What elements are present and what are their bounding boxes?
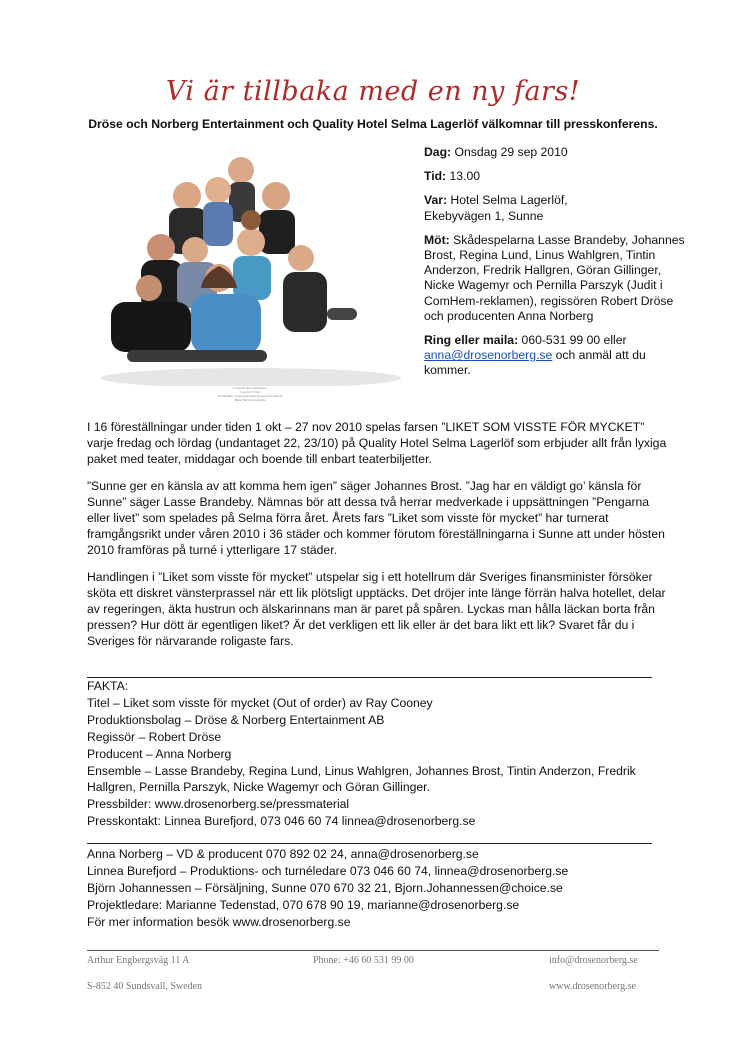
info-time-label: Tid: <box>424 169 447 184</box>
footer-website[interactable]: www.drosenorberg.se <box>549 981 636 992</box>
photo-caption <box>200 386 300 402</box>
info-venue-value: Hotel Selma Lagerlöf, <box>447 193 568 208</box>
info-date-value: Onsdag 29 sep 2010 <box>451 145 568 159</box>
fakta-line: Regissör – Robert Dröse <box>87 729 222 744</box>
divider <box>87 843 652 844</box>
fakta-line: Pressbilder: www.drosenorberg.se/pressmaterial <box>87 797 350 812</box>
fakta-line: Titel – Liket som visste för mycket (Out of order) av Ray Cooney <box>87 695 433 710</box>
info-contact <box>424 333 694 379</box>
caption-line: Foto för fri bild <box>240 390 260 394</box>
fakta-line: Producent – Anna Norberg <box>87 746 232 761</box>
fakta-heading: FAKTA: <box>87 679 129 693</box>
caption-line: Pressbilder: www.drosenorberg.se/pressmaterial <box>217 394 283 398</box>
body-paragraph: I 16 föreställningar under tiden 1 okt – 27 nov 2010 spelas farsen ”LIKET SOM VISSTE FÖR MYCKET” varje fredag och lördag (undantaget 22, 23/10) på Quality Hotel Selma Lagerlöf som erbjuder allt från lyxiga paket med teater, middagar och boende till enbart teaterbiljetter. <box>87 420 667 467</box>
info-time <box>424 169 694 184</box>
info-meet <box>424 233 694 324</box>
article-body <box>87 419 667 660</box>
info-venue <box>424 193 694 223</box>
contact-line: Projektledare: Marianne Tedenstad, 070 678 90 19, marianne@drosenorberg.se <box>87 897 520 912</box>
footer-address-line-2: S-852 40 Sundsvall, Sweden <box>87 981 202 992</box>
contact-line: För mer information besök www.drosenorberg.se <box>87 914 351 929</box>
fakta-line: Presskontakt: Linnea Burefjord, 073 046 60 74 linnea@drosenorberg.se <box>87 814 476 829</box>
event-info <box>424 145 694 388</box>
email-link[interactable]: anna@drosenorberg.se <box>424 348 553 363</box>
info-contact-label: Ring eller maila: <box>424 333 519 348</box>
body-paragraph: ”Sunne ger en känsla av att komma hem igen” säger Johannes Brost. ”Jag har en väldigt go’ känsla för Sunne” säger Lasse Brandeby. Nämnas bör att dessa två herrar medverkade i uppsättningen ”Pengarna eller livet” som spelades på Selma förra året. Årets fars ”Liket som visste för mycket” har turnerat framgångsrikt under våren 2010 i 36 städer och kommer förutom föreställningarna i Sunne att under hösten 2010 framföras på turné i ytterligare 17 städer. <box>87 478 665 558</box>
footer-address-line-1: Arthur Engbergsväg 11 A <box>87 955 190 966</box>
caption-line: Fotograf: Rolf Johansson <box>233 386 267 390</box>
info-time-value: 13.00 <box>446 169 481 184</box>
footer-email[interactable]: info@drosenorberg.se <box>549 955 638 966</box>
info-contact-tail: och anmäl att du kommer. <box>424 348 646 378</box>
info-date <box>424 145 694 160</box>
info-date-label: Dag: <box>424 145 452 159</box>
footer-divider <box>87 950 659 951</box>
info-contact-phone: 060-531 99 00 eller <box>518 333 627 348</box>
contact-line: Björn Johannessen – Försäljning, Sunne 070 670 32 21, Bjorn.Johannessen@choice.se <box>87 880 563 895</box>
info-meet-label: Möt: <box>424 232 450 247</box>
contact-line: Linnea Burefjord – Produktions- och turnéledare 073 046 60 74, linnea@drosenorberg.se <box>87 863 569 878</box>
contact-line: Anna Norberg – VD & producent 070 892 02 24, anna@drosenorberg.se <box>87 847 479 861</box>
footer-phone: Phone: +46 60 531 99 00 <box>313 955 414 966</box>
info-venue-label: Var: <box>424 193 448 208</box>
info-meet-value: Skådespelarna Lasse Brandeby, Johannes Brost, Regina Lund, Linus Wahlgren, Tintin Anderzon, Fredrik Hallgren, Göran Gillinger, Nicke Wagemyr och Pernilla Parszyk (Judit i ComHem-reklamen), regissören Robert Dröse och producenten Anna Norberg <box>424 232 685 323</box>
fakta-line: Produktionsbolag – Dröse & Norberg Entertainment AB <box>87 712 385 727</box>
page-subtitle: Dröse och Norberg Entertainment och Quality Hotel Selma Lagerlöf välkomnar till presskonferens. <box>88 117 658 131</box>
body-paragraph: Handlingen i ”Liket som visste för mycket” utspelar sig i ett hotellrum där Sveriges finansminister försöker sköta ett diskret vänsterprassel när ett lik plötsligt upptäcks. Det dröjer inte länge förrän halva hotellet, delar av regeringen, äkta hustrun och älskarinnans man är paret på spåren. Lyckas man hålla läckan borta från pressen? Hur dött är egentligen liket? Är det verkligen ett lik eller är det bara likt ett lik? Svaret får du i Sveriges för närvarande roligaste fars. <box>87 569 666 649</box>
caption-line: Bilder får fritt användas <box>234 398 266 402</box>
fakta-line: Ensemble – Lasse Brandeby, Regina Lund, Linus Wahlgren, Johannes Brost, Tintin Anderzon, Fredrik Hallgren, Pernilla Parszyk, Nicke Wagemyr och Göran Gillinger. <box>87 763 636 795</box>
fakta-section <box>87 678 667 830</box>
contacts-section <box>87 846 667 931</box>
cast-group-photo <box>91 138 411 386</box>
page-title: Vi är tillbaka med en ny fars! <box>165 76 581 107</box>
info-venue-address: Ekebyvägen 1, Sunne <box>424 208 544 223</box>
